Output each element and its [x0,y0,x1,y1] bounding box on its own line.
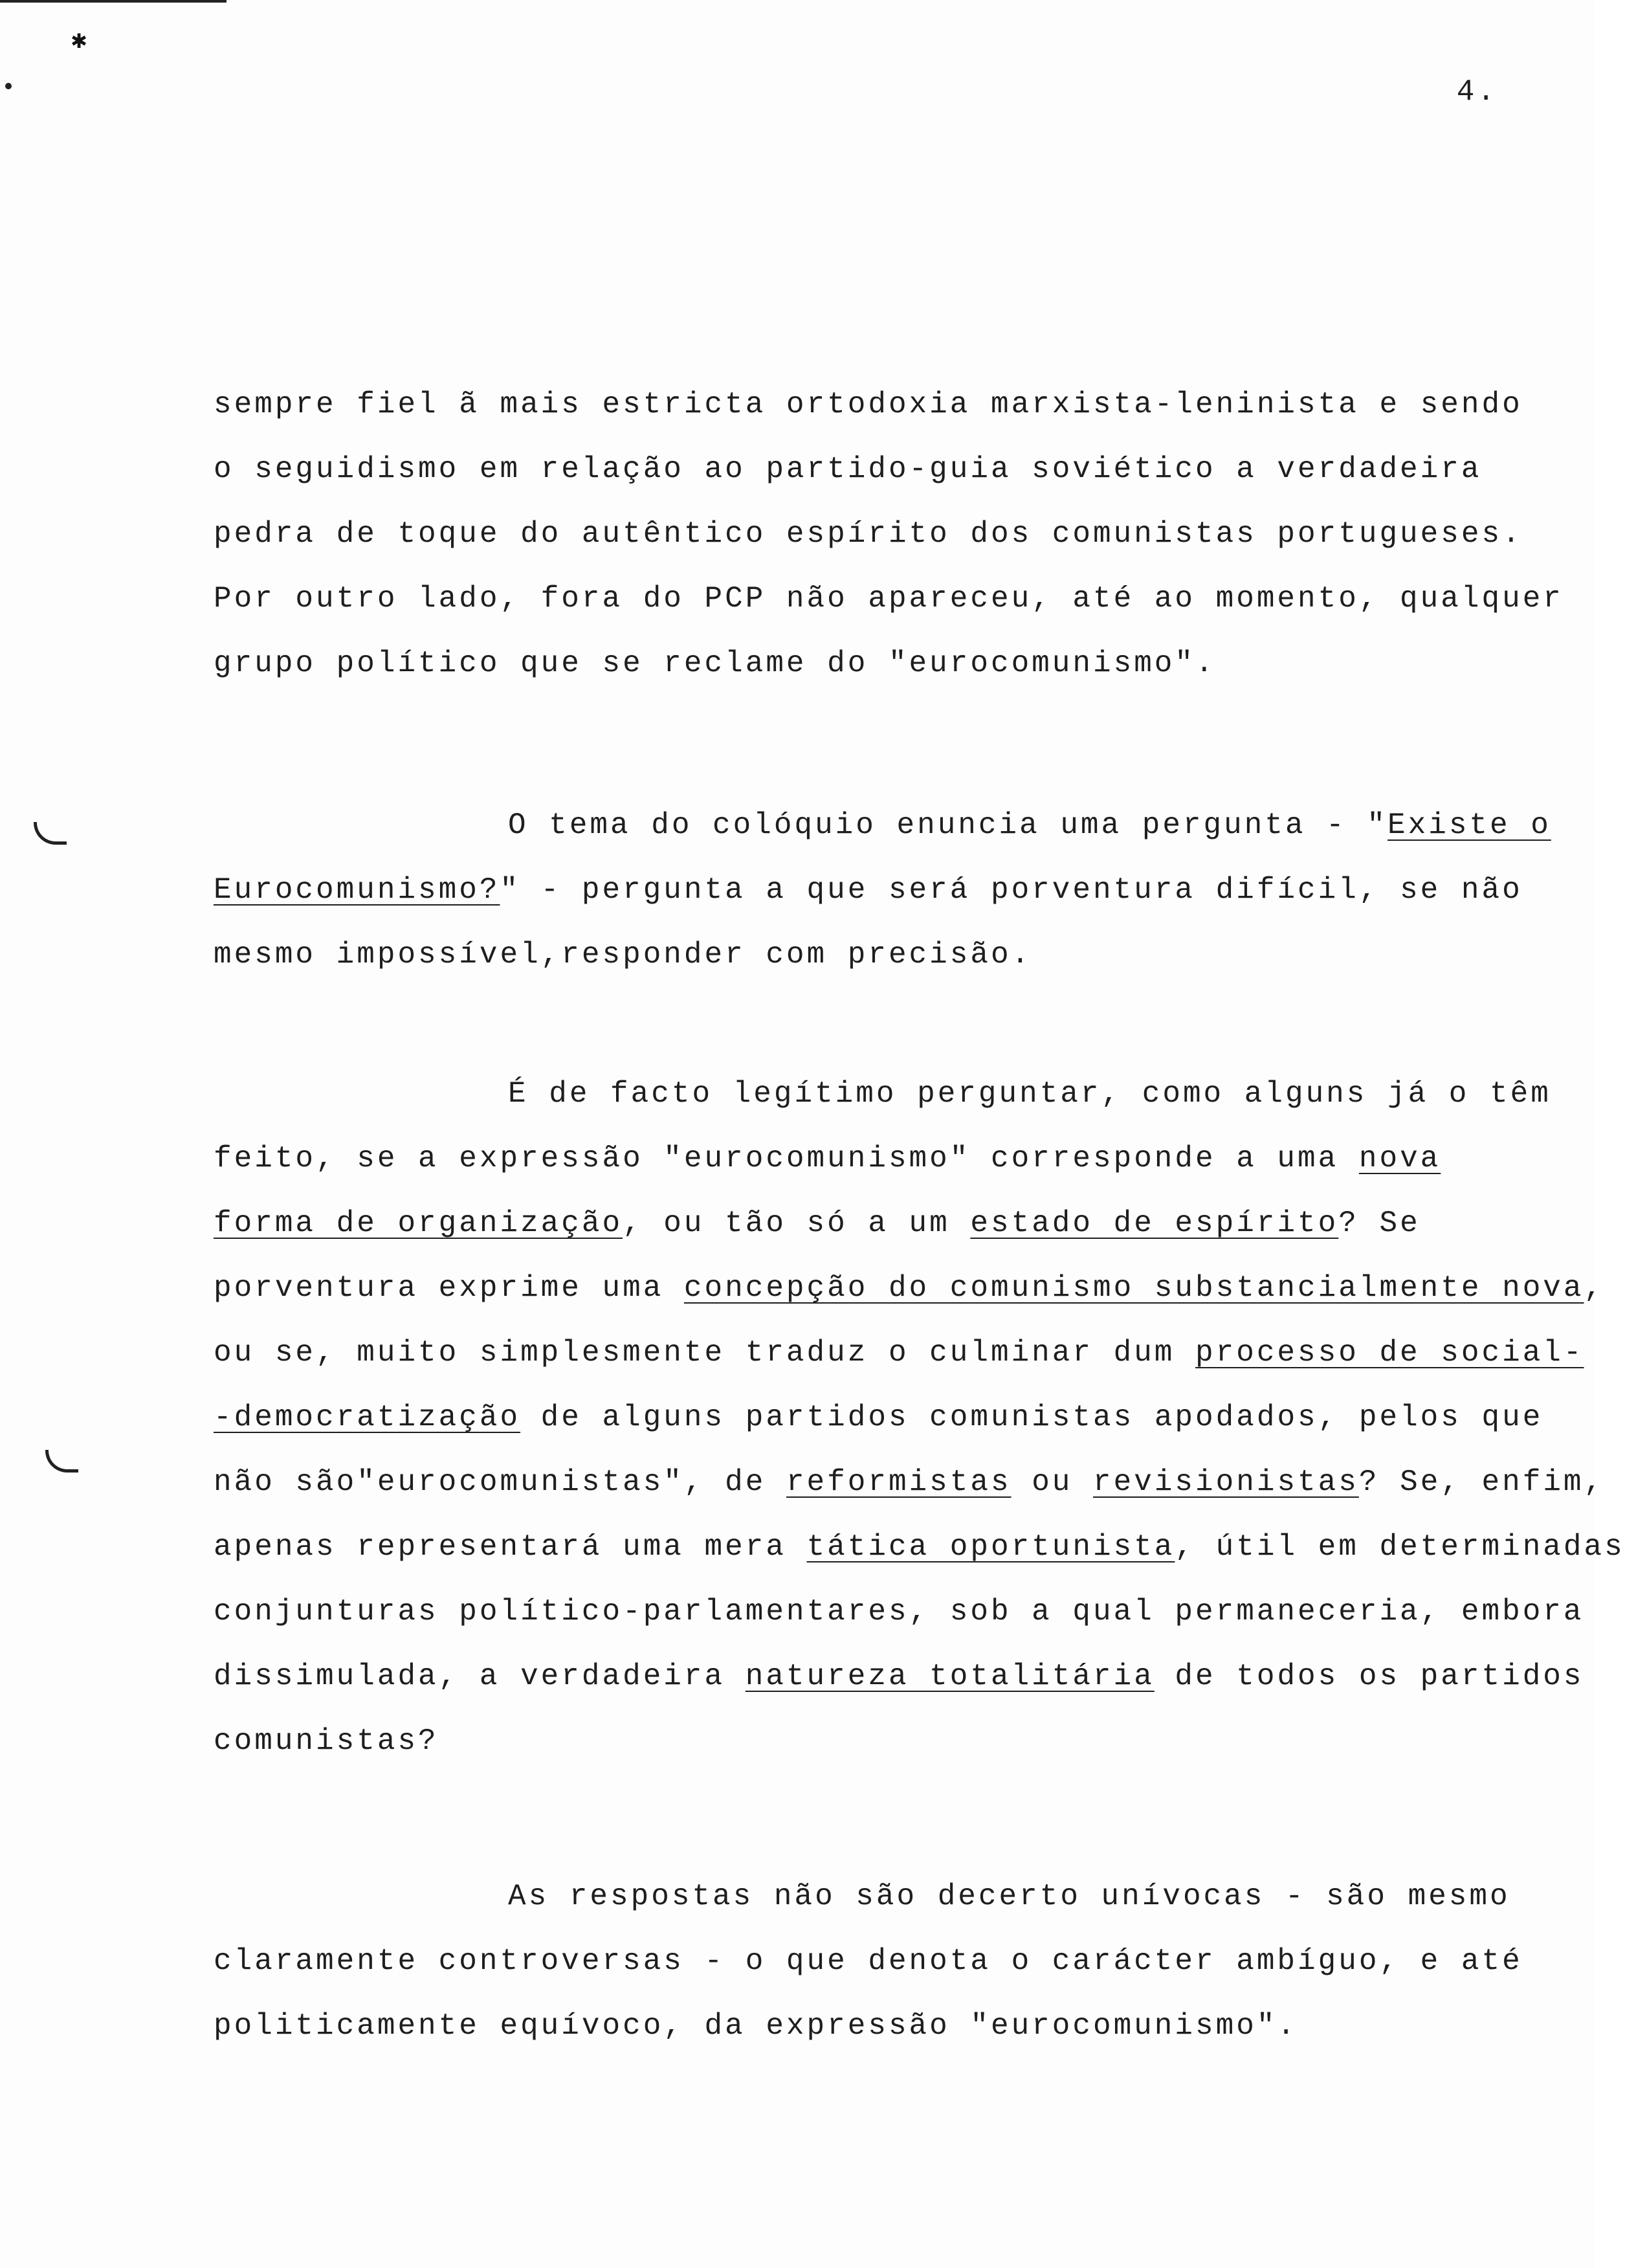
text-line [214,1515,1625,1579]
text-segment: ? Se [1338,1206,1420,1240]
margin-bracket-icon [34,822,67,845]
text-line [214,1929,1579,1994]
text-segment: , [1584,1271,1605,1305]
text-line [214,1994,1579,2058]
text-line [214,1579,1584,1644]
text-segment: claramente controversas - o que denota o carácter ambíguo, e até [214,1944,1523,1978]
text-line [214,1062,1579,1126]
text-segment: , útil em determinadas [1175,1530,1625,1564]
text-segment: de alguns partidos comunistas apodados, pelos que [520,1401,1543,1434]
text-segment: mesmo impossível,responder com precisão. [214,938,1032,972]
paragraph-2 [214,793,1579,987]
underlined-phrase: tática oportunista [806,1530,1175,1564]
text-segment: não são"eurocomunistas", de [214,1465,786,1499]
margin-bracket-icon [45,1450,78,1473]
text-segment: dissimulada, a verdadeira [214,1660,746,1693]
text-segment: comunistas? [214,1724,439,1758]
text-segment: As respostas não são decerto unívocas - são mesmo [508,1880,1510,1913]
text-segment: apenas representará uma mera [214,1530,807,1564]
text-segment: É de facto legítimo perguntar, como alguns já o têm [508,1077,1551,1111]
text-line [214,1256,1605,1320]
underlined-phrase: Existe o [1387,808,1551,842]
text-line [214,922,1579,987]
underlined-phrase: concepção do comunismo substancialmente nova [683,1271,1584,1305]
text-segment: ? Se, enfim, [1358,1465,1605,1499]
underlined-phrase: -democratização [214,1401,521,1434]
text-line [214,1191,1579,1256]
text-line [214,1450,1605,1515]
ink-mark-icon: ✱ [71,27,87,56]
text-segment: , ou tão só a um [623,1206,971,1240]
text-segment: ou se, muito simplesmente traduz o culminar dum [214,1336,1196,1370]
text-segment: feito, se a expressão "eurocomunismo" corresponde a uma [214,1142,1359,1175]
text-segment: sempre fiel ã mais estricta ortodoxia marxista-leninista e sendo [214,388,1523,421]
text-line [214,1864,1579,1929]
text-line [214,1126,1579,1191]
underlined-phrase: reformistas [786,1465,1011,1499]
underlined-phrase: Eurocomunismo? [214,873,500,907]
text-line [214,437,1579,502]
underlined-phrase: revisionistas [1093,1465,1359,1499]
paragraph-3 [214,1062,1625,1773]
underlined-phrase: natureza totalitária [745,1660,1155,1693]
text-line [214,1644,1584,1709]
underlined-phrase: nova [1358,1142,1441,1175]
top-edge-rule [0,0,227,3]
text-line [214,372,1579,437]
paragraph-4 [214,1864,1579,2058]
text-segment: ou [1011,1465,1094,1499]
underlined-phrase: forma de organização [214,1206,623,1240]
text-line [214,1320,1584,1385]
text-line [214,858,1579,922]
text-line [214,502,1579,566]
text-line [214,1385,1579,1450]
text-segment: conjunturas político-parlamentares, sob a qual permaneceria, embora [214,1595,1584,1629]
text-segment: porventura exprime uma [214,1271,684,1305]
page-number: 4. [1456,75,1498,109]
text-segment: Por outro lado, fora do PCP não apareceu, até ao momento, qualquer [214,582,1564,616]
text-segment: O tema do colóquio enuncia uma pergunta - " [508,808,1387,842]
ink-dot-icon [5,83,12,89]
underlined-phrase: processo de social- [1195,1336,1584,1370]
text-line [214,793,1579,858]
underlined-phrase: estado de espírito [970,1206,1339,1240]
text-segment: politicamente equívoco, da expressão "eurocomunismo". [214,2009,1298,2043]
text-line [214,1709,1579,1773]
text-segment: " - pergunta a que será porventura difícil, se não [500,873,1523,907]
text-line [214,631,1579,696]
text-line [214,566,1579,631]
paragraph-1 [214,372,1579,696]
text-segment: grupo político que se reclame do "eurocomunismo". [214,647,1216,680]
text-segment: de todos os partidos [1154,1660,1584,1693]
text-segment: pedra de toque do autêntico espírito dos comunistas portugueses. [214,517,1523,551]
text-segment: o seguidismo em relação ao partido-guia soviético a verdadeira [214,452,1482,486]
